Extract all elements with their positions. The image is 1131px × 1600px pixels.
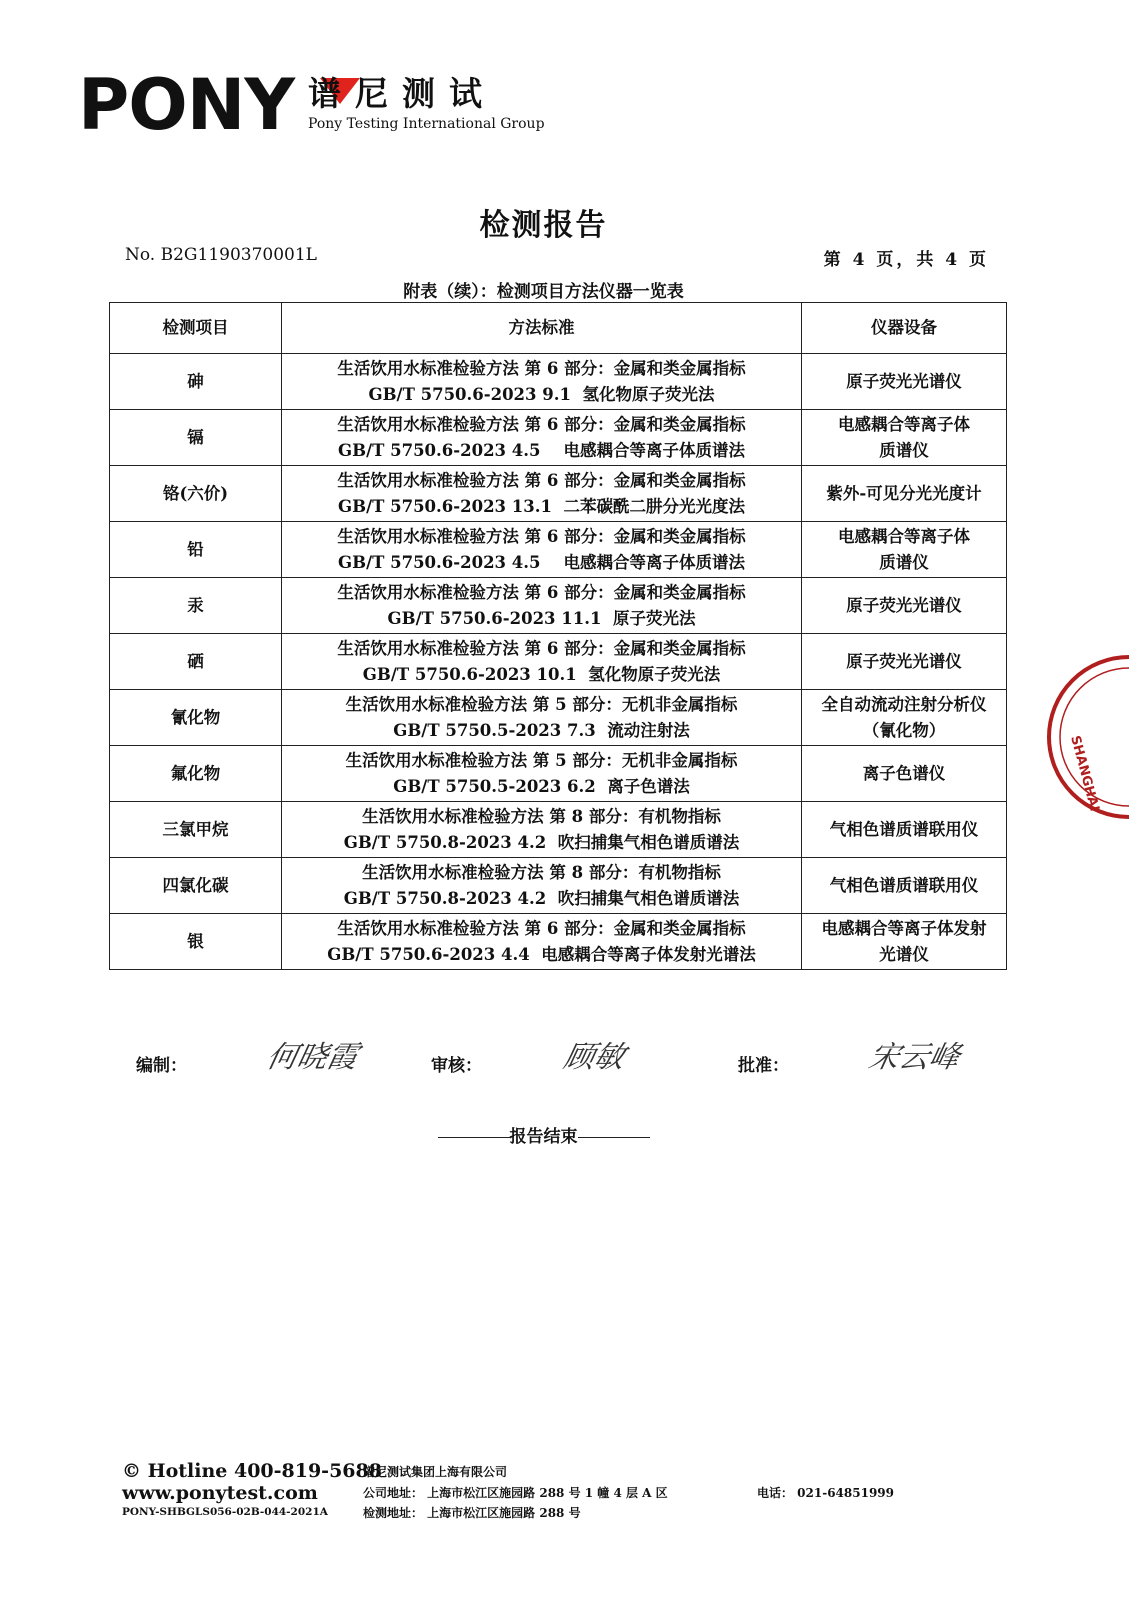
page-info: 第 4 页，共 4 页 [823, 250, 989, 270]
logo-text-en: PONY [78, 64, 295, 146]
table-header-row [110, 303, 1007, 354]
cell-instrument [802, 466, 1007, 522]
header-instrument: 仪器设备 [802, 303, 1007, 354]
cell-item: 硒 [110, 634, 282, 690]
method-instrument-table [109, 302, 1007, 970]
end-text: 报告结束 [509, 1127, 578, 1147]
method-line: GB/T 5750.5-2023 7.3 流动注射法 [393, 720, 690, 740]
cell-method [282, 858, 802, 914]
header-method: 方法标准 [282, 303, 802, 354]
table-row [110, 410, 1007, 466]
header-item: 检测项目 [110, 303, 282, 354]
instrument-line: 原子荧光光谱仪 [846, 595, 962, 615]
method-line: GB/T 5750.6-2023 11.1 原子荧光法 [387, 608, 696, 628]
end-dash-right [578, 1137, 650, 1138]
cell-method [282, 354, 802, 410]
logo-subtitle: Pony Testing International Group [308, 116, 545, 132]
approved-signature: 宋云峰 [865, 1040, 963, 1075]
method-line: GB/T 5750.6-2023 4.5 电感耦合等离子体质谱法 [338, 440, 745, 460]
cell-item: 三氯甲烷 [110, 802, 282, 858]
reviewed-signature: 顾敏 [560, 1040, 628, 1075]
cell-item: 汞 [110, 578, 282, 634]
method-line: 生活饮用水标准检验方法 第 6 部分：金属和类金属指标 [337, 470, 746, 490]
seal-stamp [1031, 652, 1131, 822]
table-row [110, 914, 1007, 970]
method-line: GB/T 5750.6-2023 4.4 电感耦合等离子体发射光谱法 [327, 944, 756, 964]
cell-item: 镉 [110, 410, 282, 466]
method-line: GB/T 5750.5-2023 6.2 离子色谱法 [393, 776, 690, 796]
instrument-line: 原子荧光光谱仪 [846, 651, 962, 671]
cell-method [282, 466, 802, 522]
report-number: No. B2G1190370001L [125, 245, 317, 265]
report-end [0, 1122, 1087, 1147]
instrument-line: （氰化物） [862, 720, 946, 740]
cell-instrument [802, 802, 1007, 858]
method-line: GB/T 5750.8-2023 4.2 吹扫捕集气相色谱质谱法 [343, 888, 740, 908]
method-line: GB/T 5750.6-2023 9.1 氢化物原子荧光法 [368, 384, 715, 404]
method-line: 生活饮用水标准检验方法 第 6 部分：金属和类金属指标 [337, 638, 746, 658]
compiled-label: 编制： [136, 1056, 187, 1076]
instrument-line: 电感耦合等离子体 [838, 526, 970, 546]
instrument-line: 气相色谱质谱联用仪 [829, 819, 979, 839]
table-row [110, 858, 1007, 914]
instrument-line: 气相色谱质谱联用仪 [829, 875, 979, 895]
cell-instrument [802, 522, 1007, 578]
cell-item: 铬(六价) [110, 466, 282, 522]
method-line: 生活饮用水标准检验方法 第 8 部分：有机物指标 [362, 862, 721, 882]
seal-text: SHANGHAI [1067, 734, 1102, 814]
table-title: 附表（续）：检测项目方法仪器一览表 [403, 282, 684, 302]
approved-label: 批准： [738, 1056, 789, 1076]
method-line: GB/T 5750.8-2023 4.2 吹扫捕集气相色谱质谱法 [343, 832, 740, 852]
cell-instrument [802, 634, 1007, 690]
method-line: 生活饮用水标准检验方法 第 6 部分：金属和类金属指标 [337, 358, 746, 378]
cell-method [282, 746, 802, 802]
instrument-line: 质谱仪 [879, 552, 929, 572]
cell-method [282, 522, 802, 578]
cell-instrument [802, 410, 1007, 466]
footer-test-address: 检测地址： 上海市松江区施园路 288 号 [363, 1506, 581, 1520]
cell-item: 铅 [110, 522, 282, 578]
method-line: 生活饮用水标准检验方法 第 6 部分：金属和类金属指标 [337, 526, 746, 546]
instrument-line: 光谱仪 [879, 944, 929, 964]
instrument-line: 电感耦合等离子体 [838, 414, 970, 434]
table-row [110, 522, 1007, 578]
footer-company: 谱尼测试集团上海有限公司 [363, 1465, 508, 1479]
end-dash-left [438, 1137, 510, 1138]
method-line: 生活饮用水标准检验方法 第 6 部分：金属和类金属指标 [337, 918, 746, 938]
cell-item: 氟化物 [110, 746, 282, 802]
instrument-line: 紫外-可见分光光度计 [826, 483, 982, 503]
cell-instrument [802, 858, 1007, 914]
footer-company-address: 公司地址： 上海市松江区施园路 288 号 1 幢 4 层 A 区 [363, 1486, 668, 1500]
cell-method [282, 690, 802, 746]
cell-item: 砷 [110, 354, 282, 410]
table-row [110, 690, 1007, 746]
cell-method [282, 410, 802, 466]
table-row [110, 802, 1007, 858]
cell-instrument [802, 578, 1007, 634]
method-line: 生活饮用水标准检验方法 第 5 部分：无机非金属指标 [345, 694, 738, 714]
method-line: GB/T 5750.6-2023 4.5 电感耦合等离子体质谱法 [338, 552, 745, 572]
table-row [110, 466, 1007, 522]
copyright-icon: © [122, 1460, 141, 1482]
method-line: GB/T 5750.6-2023 13.1 二苯碳酰二肼分光光度法 [338, 496, 745, 516]
table-row [110, 634, 1007, 690]
reviewed-label: 审核： [431, 1056, 482, 1076]
cell-item: 银 [110, 914, 282, 970]
company-logo [78, 64, 548, 150]
instrument-line: 原子荧光光谱仪 [846, 371, 962, 391]
table-row [110, 578, 1007, 634]
footer-hotline: © Hotline 400-819-5688 [122, 1460, 382, 1482]
instrument-line: 电感耦合等离子体发射 [821, 918, 987, 938]
logo-text-cn: 谱尼测试 [308, 74, 496, 113]
instrument-line: 全自动流动注射分析仪 [821, 694, 987, 714]
method-line: 生活饮用水标准检验方法 第 6 部分：金属和类金属指标 [337, 414, 746, 434]
cell-method [282, 914, 802, 970]
method-line: 生活饮用水标准检验方法 第 8 部分：有机物指标 [362, 806, 721, 826]
cell-item: 氰化物 [110, 690, 282, 746]
cell-method [282, 634, 802, 690]
table-row [110, 354, 1007, 410]
footer-phone: 电话： 021-64851999 [757, 1486, 895, 1500]
cell-method [282, 802, 802, 858]
cell-instrument [802, 690, 1007, 746]
method-line: 生活饮用水标准检验方法 第 5 部分：无机非金属指标 [345, 750, 738, 770]
compiled-signature: 何晓霞 [263, 1040, 361, 1075]
report-title: 检测报告 [479, 208, 608, 243]
cell-item: 四氯化碳 [110, 858, 282, 914]
cell-method [282, 578, 802, 634]
cell-instrument [802, 746, 1007, 802]
footer-doc-code: PONY-SHBGLS056-02B-044-2021A [122, 1506, 328, 1518]
method-line: 生活饮用水标准检验方法 第 6 部分：金属和类金属指标 [337, 582, 746, 602]
table-row [110, 746, 1007, 802]
instrument-line: 离子色谱仪 [862, 763, 946, 783]
method-line: GB/T 5750.6-2023 10.1 氢化物原子荧光法 [362, 664, 721, 684]
instrument-line: 质谱仪 [879, 440, 929, 460]
footer-website: www.ponytest.com [122, 1482, 318, 1504]
cell-instrument [802, 354, 1007, 410]
cell-instrument [802, 914, 1007, 970]
